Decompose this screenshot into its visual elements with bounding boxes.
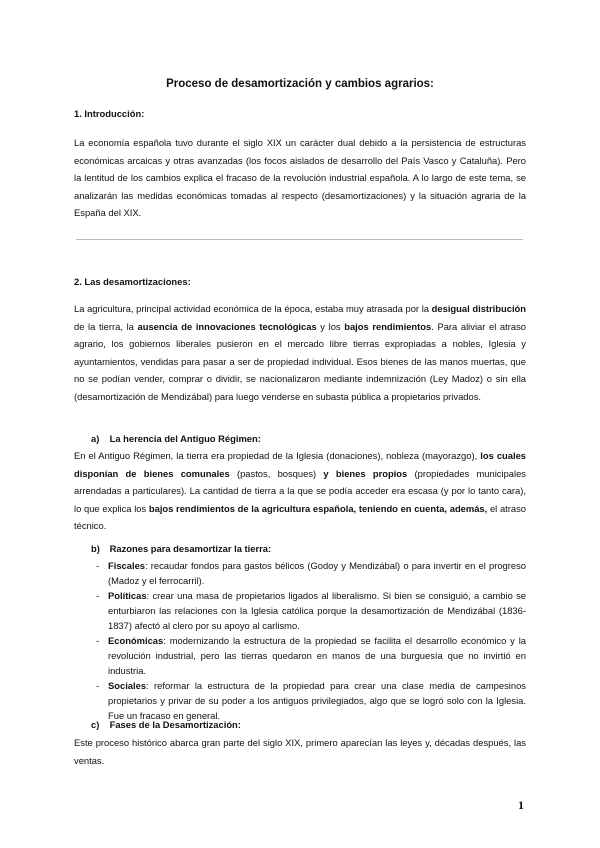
bullet-dash-icon: -	[96, 590, 100, 601]
list-item: - Económicas: modernizando la estructura de la propiedad se facilita el desarrollo económico y la revolución industrial, pero las tierras quedaron en manos de una burguesía que no invirtió en industria.	[96, 635, 526, 676]
document-title: Proceso de desamortización y cambios agrarios:	[166, 78, 434, 90]
bullet-dash-icon: -	[96, 680, 100, 691]
horizontal-divider	[76, 239, 523, 240]
subsection-a-heading: a) La herencia del Antiguo Régimen:	[91, 433, 261, 444]
section-heading-introduccion: 1. Introducción:	[74, 108, 145, 119]
page-number: 1	[518, 798, 524, 812]
intro-paragraph: La economía española tuvo durante el siglo XIX un carácter dual debido a la persistencia de estructuras económicas arcaicas y otras avanzadas (los focos aislados de desarrollo del País Vasco y Cataluña). Pero la lentitud de los cambios explica el fracaso de la revolución industrial española. A lo largo de este tema, se analizarán las medidas económicas tomadas al respecto (desamortizaciones) y la situación agraria de la España del XIX.	[74, 137, 526, 219]
bullet-dash-icon: -	[96, 560, 100, 571]
section-heading-desamortizaciones: 2. Las desamortizaciones:	[74, 276, 191, 287]
subsection-a-paragraph: En el Antiguo Régimen, la tierra era propiedad de la Iglesia (donaciones), nobleza (mayorazgo), los cuales disponían de bienes comunales (pastos, bosques) y bienes propios (propiedades municipales arrendadas a particulares). La cantidad de tierra a la que se podía acceder era escasa (y por lo tanto cara), lo que explica los bajos rendimientos de la agricultura española, teniendo en cuenta, además, el atraso técnico.	[74, 450, 527, 532]
subsection-c-paragraph: Este proceso histórico abarca gran parte del siglo XIX, primero aparecían las leyes y, décadas después, las ventas.	[74, 737, 526, 766]
subsection-b-heading: b) Razones para desamortizar la tierra:	[91, 543, 272, 554]
list-item: - Fiscales: recaudar fondos para gastos bélicos (Godoy y Mendizábal) o para invertir en el progreso (Madoz y el ferrocarril).	[96, 560, 526, 586]
reasons-list	[96, 558, 526, 723]
subsection-c-heading: c) Fases de la Desamortización:	[91, 719, 241, 730]
bullet-dash-icon: -	[96, 635, 100, 646]
desamortizaciones-paragraph: La agricultura, principal actividad económica de la época, estaba muy atrasada por la desigual distribución de la tierra, la ausencia de innovaciones tecnológicas y los bajos rendimientos. Para aliviar el atraso agrario, los gobiernos liberales pusieron en el mercado libre tierras expropiadas a nobles, Iglesia y ayuntamientos, vendidas para pasar a ser de propiedad individual. Esos bienes de las manos muertas, que no se podían vender, comprar o dividir, se nacionalizaron mediante indemnización (Ley Madoz) o sin ella (desamortización de Mendizábal) para luego venderse en subasta pública a propietarios privados.	[74, 303, 527, 402]
list-item: - Sociales: reformar la estructura de la propiedad para crear una clase media de campesinos propietarios y privar de su poder a los antiguos privilegiados, algo que se logró solo con la Iglesia. Fue un fracaso en general.	[96, 680, 526, 721]
list-item: - Políticas: crear una masa de propietarios ligados al liberalismo. Si bien se consiguió, a cambio se enturbiaron las relaciones con la Iglesia católica porque la desamortización de Mendizábal (1836-1837) afectó al clero por su apoyo al carlismo.	[96, 590, 526, 631]
